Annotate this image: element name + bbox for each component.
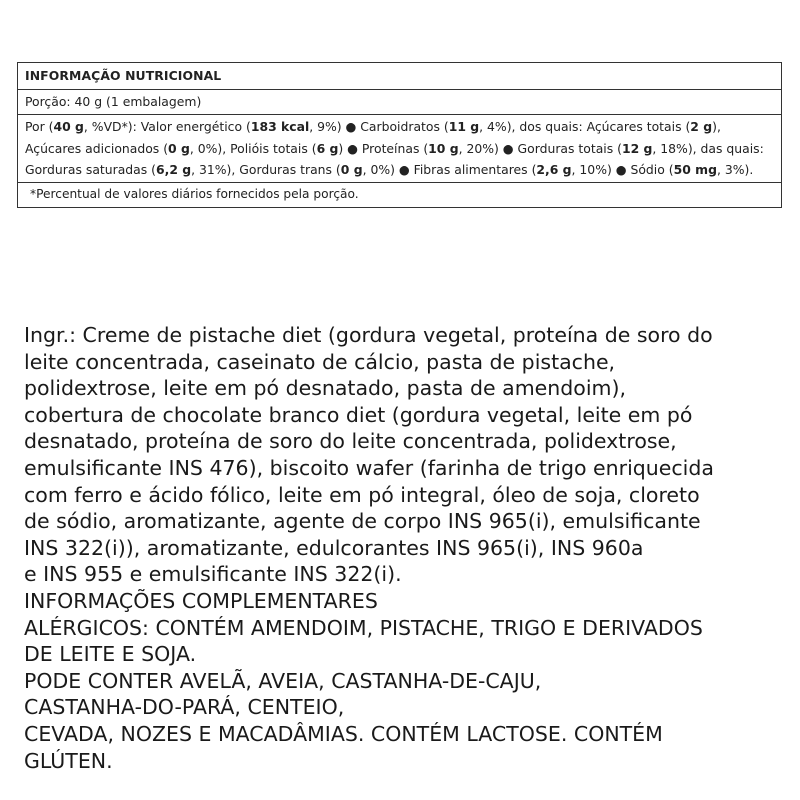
ingredients-line: GLÚTEN. [24,748,113,773]
ingredients-line: CEVADA, NOZES E MACADÂMIAS. CONTÉM LACTOSE. CONTÉM [24,721,663,746]
nutrient-value: 12 g [621,140,653,156]
nutrient-value: 6,2 g [156,162,192,177]
nutrient-value: 40 g [53,119,84,134]
nutrition-facts-table [17,62,782,208]
nutrition-values [18,115,781,183]
ingredients-line: polidextrose, leite em pó desnatado, pasta de amendoim), [24,376,626,401]
ingredients-line: e INS 955 e emulsificante INS 322(i). [24,562,402,587]
nutrient-text: , 0%), Polióis totais ( [189,140,317,156]
nutrient-value: 11 g [448,119,480,134]
ingredients-line: cobertura de chocolate branco diet (gordura vegetal, leite em pó [24,402,693,427]
nutrient-text: , 9%) ● Carboidratos ( [309,119,449,134]
nutrient-text: , %VD*): Valor energético ( [83,119,251,134]
nutrition-portion: Porção: 40 g (1 embalagem) [18,90,781,116]
ingredients-line: CASTANHA-DO-PARÁ, CENTEIO, [24,695,345,720]
nutrient-text: ) ● Proteínas ( [338,140,429,156]
nutrient-value: 2 g [690,119,713,134]
ingredients-text [24,322,794,774]
nutrient-value: 2,6 g [536,162,572,177]
nutrient-text: , 3%). [716,162,754,177]
nutrient-value: 183 kcal [250,119,310,134]
ingredients-line: INS 322(i)), aromatizante, edulcorantes INS 965(i), INS 960a [24,535,644,560]
nutrient-value: 10 g [428,140,459,156]
nutrient-text: , 4%), dos quais: Açúcares totais ( [479,119,691,134]
nutrient-value: 0 g [340,162,363,177]
ingredients-line: leite concentrada, caseinato de cálcio, pasta de pistache, [24,349,616,374]
nutrient-text: ), Açúcares adicionados ( [25,119,721,156]
ingredients-line: emulsificante INS 476), biscoito wafer (farinha de trigo enriquecida [24,455,714,480]
nutrition-footnote: *Percentual de valores diários fornecidos pela porção. [30,186,359,201]
nutrient-text: , 20%) ● Gorduras totais ( [458,140,622,156]
ingredients-line: Ingr.: Creme de pistache diet (gordura vegetal, proteína de soro do [24,323,713,347]
nutrient-text: , 10%) ● Sódio ( [571,162,674,177]
ingredients-line: INFORMAÇÕES COMPLEMENTARES [24,588,378,613]
ingredients-line: PODE CONTER AVELÃ, AVEIA, CASTANHA-DE-CAJU, [24,668,542,693]
nutrient-text: , 31%), Gorduras trans ( [191,162,341,177]
nutrient-value: 6 g [316,140,339,156]
nutrient-value: 0 g [168,140,190,156]
ingredients-line: de sódio, aromatizante, agente de corpo INS 965(i), emulsificante [24,509,701,534]
nutrient-text: Por ( [25,119,54,134]
nutrient-text: , 0%) ● Fibras alimentares ( [362,162,537,177]
nutrition-table-title: INFORMAÇÃO NUTRICIONAL [18,63,781,90]
nutrient-text: , 18%), das quais: Gorduras saturadas ( [25,140,764,177]
nutrient-value: 50 mg [673,162,717,177]
ingredients-line: desnatado, proteína de soro do leite concentrada, polidextrose, [24,429,677,454]
ingredients-line: DE LEITE E SOJA. [24,642,197,667]
ingredients-line: com ferro e ácido fólico, leite em pó integral, óleo de soja, cloreto [24,482,700,507]
ingredients-line: ALÉRGICOS: CONTÉM AMENDOIM, PISTACHE, TRIGO E DERIVADOS [24,615,703,640]
